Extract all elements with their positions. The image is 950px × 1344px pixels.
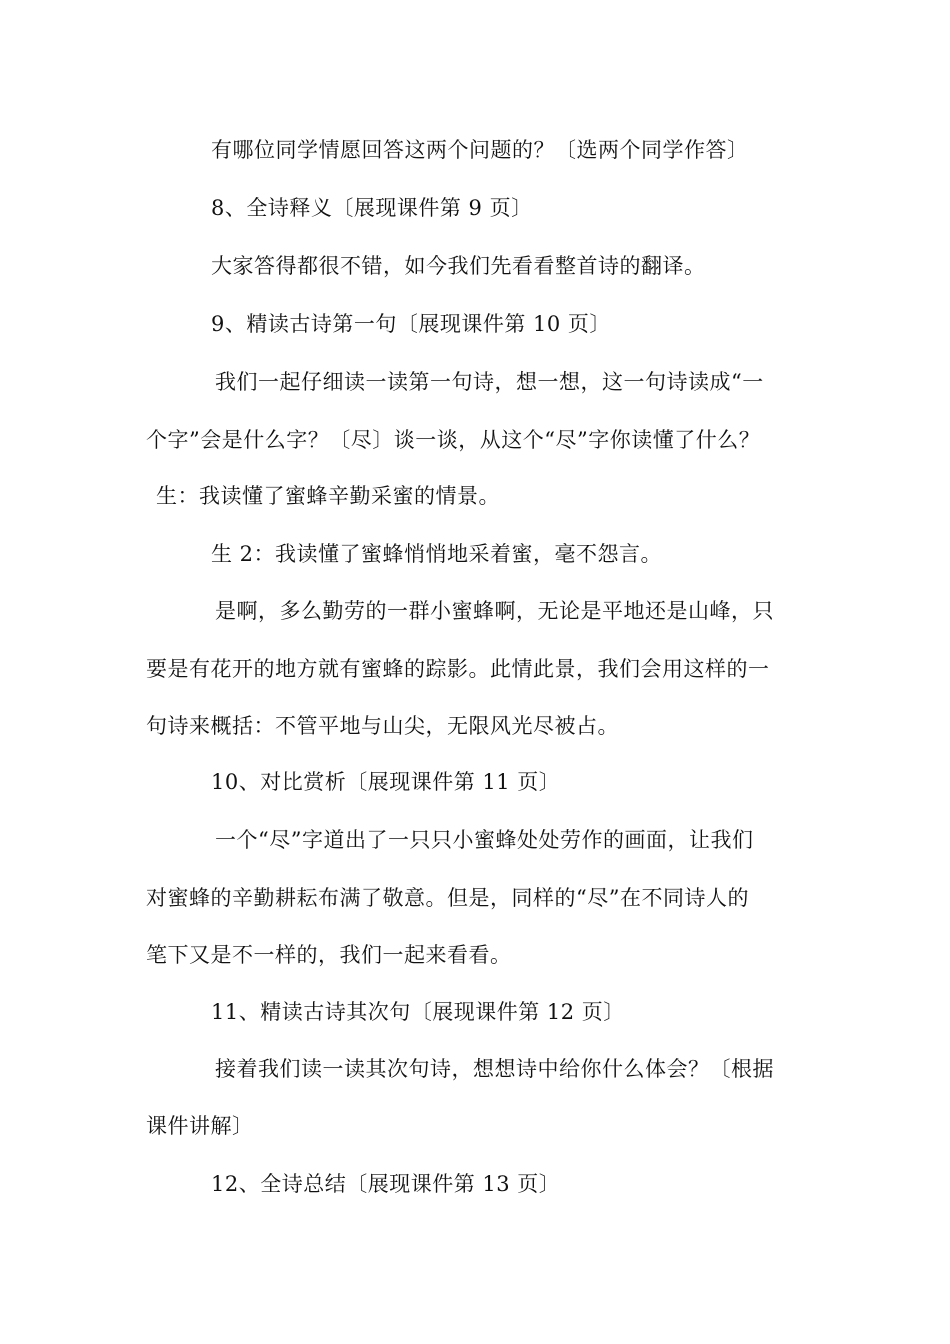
text-line: 对蜜蜂的辛勤耕耘布满了敬意。但是，同样的“尽”在不同诗人的	[146, 886, 749, 910]
text-line: 是啊，多么勤劳的一群小蜜蜂啊，无论是平地还是山峰，只	[215, 599, 774, 623]
section-heading: 12、全诗总结〔展现课件第 13 页〕	[211, 1172, 561, 1196]
section-heading: 11、精读古诗其次句〔展现课件第 12 页〕	[211, 1000, 625, 1024]
text-line: 课件讲解〕	[146, 1114, 254, 1138]
text-line: 笔下又是不一样的，我们一起来看看。	[146, 943, 512, 967]
section-heading: 8、全诗释义〔展现课件第 9 页〕	[211, 196, 533, 220]
text-line: 我们一起仔细读一读第一句诗，想一想，这一句诗读成“一	[215, 370, 764, 394]
text-line: 一个“尽”字道出了一只只小蜜蜂处处劳作的画面，让我们	[215, 828, 754, 852]
text-line: 个字”会是什么字？〔尽〕谈一谈，从这个“尽”字你读懂了什么？	[146, 428, 761, 452]
text-line: 生：我读懂了蜜蜂辛勤采蜜的情景。	[156, 484, 500, 508]
section-heading: 9、精读古诗第一句〔展现课件第 10 页〕	[211, 312, 611, 336]
text-line: 句诗来概括：不管平地与山尖，无限风光尽被占。	[146, 714, 619, 738]
text-line: 有哪位同学情愿回答这两个问题的？〔选两个同学作答〕	[211, 138, 749, 162]
text-line: 生 2：我读懂了蜜蜂悄悄地采着蜜，毫不怨言。	[211, 542, 663, 566]
text-line: 要是有花开的地方就有蜜蜂的踪影。此情此景，我们会用这样的一	[146, 657, 770, 681]
text-line: 大家答得都很不错，如今我们先看看整首诗的翻译。	[211, 254, 706, 278]
text-line: 接着我们读一读其次句诗，想想诗中给你什么体会？〔根据	[215, 1057, 774, 1081]
section-heading: 10、对比赏析〔展现课件第 11 页〕	[211, 770, 561, 794]
